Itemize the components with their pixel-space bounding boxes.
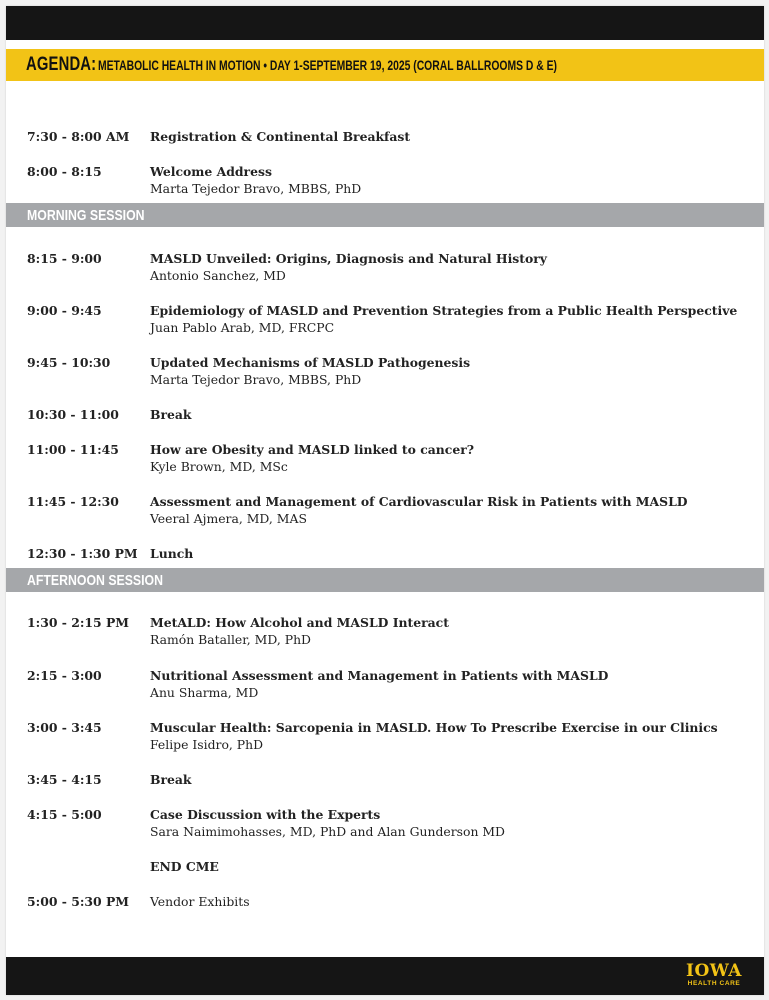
agenda-title: Break bbox=[150, 772, 192, 787]
session-label: AFTERNOON SESSION bbox=[27, 571, 164, 589]
agenda-page bbox=[6, 6, 764, 995]
agenda-title: Case Discussion with the Experts bbox=[150, 807, 381, 822]
agenda-speaker: Ramón Bataller, MD, PhD bbox=[150, 632, 311, 647]
agenda-speaker: Sara Naimimohasses, MD, PhD and Alan Gunderson MD bbox=[150, 824, 505, 839]
end-cme-label: END CME bbox=[150, 859, 219, 874]
agenda-speaker: Anu Sharma, MD bbox=[150, 685, 259, 700]
agenda-time: 3:45 - 4:15 bbox=[27, 772, 102, 787]
agenda-time: 4:15 - 5:00 bbox=[27, 807, 102, 822]
logo-sub: HEALTH CARE bbox=[687, 980, 741, 987]
agenda-title: Muscular Health: Sarcopenia in MASLD. How To Prescribe Exercise in our Clinics bbox=[150, 720, 718, 735]
iowa-health-care-logo bbox=[686, 963, 742, 988]
agenda-title: MASLD Unveiled: Origins, Diagnosis and Natural History bbox=[150, 251, 547, 266]
agenda-title: Updated Mechanisms of MASLD Pathogenesis bbox=[150, 355, 471, 370]
agenda-time: 5:00 - 5:30 PM bbox=[27, 894, 129, 909]
agenda-title: Welcome Address bbox=[150, 164, 272, 179]
agenda-time: 8:00 - 8:15 bbox=[27, 164, 102, 179]
agenda-title: Break bbox=[150, 407, 192, 422]
agenda-title: Nutritional Assessment and Management in Patients with MASLD bbox=[150, 668, 609, 683]
agenda-banner bbox=[6, 49, 764, 81]
agenda-title: Lunch bbox=[150, 546, 194, 561]
agenda-title: Assessment and Management of Cardiovascular Risk in Patients with MASLD bbox=[150, 494, 688, 509]
logo-main: IOWA bbox=[686, 961, 742, 981]
top-bar bbox=[6, 6, 764, 40]
afternoon-session-header bbox=[6, 568, 764, 592]
agenda-label: AGENDA: bbox=[26, 54, 97, 75]
morning-session-header bbox=[6, 203, 764, 227]
agenda-time: 11:45 - 12:30 bbox=[27, 494, 119, 509]
bottom-bar bbox=[6, 957, 764, 995]
agenda-time: 12:30 - 1:30 PM bbox=[27, 546, 138, 561]
agenda-time: 9:00 - 9:45 bbox=[27, 303, 102, 318]
agenda-title: Registration & Continental Breakfast bbox=[150, 129, 411, 144]
agenda-speaker: Marta Tejedor Bravo, MBBS, PhD bbox=[150, 181, 362, 196]
agenda-time: 2:15 - 3:00 bbox=[27, 668, 102, 683]
agenda-time: 11:00 - 11:45 bbox=[27, 442, 119, 457]
agenda-speaker: Veeral Ajmera, MD, MAS bbox=[150, 511, 307, 526]
agenda-speaker: Antonio Sanchez, MD bbox=[150, 268, 286, 283]
session-label: MORNING SESSION bbox=[27, 206, 145, 224]
agenda-speaker: Marta Tejedor Bravo, MBBS, PhD bbox=[150, 372, 362, 387]
agenda-time: 7:30 - 8:00 AM bbox=[27, 129, 130, 144]
agenda-time: 3:00 - 3:45 bbox=[27, 720, 102, 735]
agenda-title: MetALD: How Alcohol and MASLD Interact bbox=[150, 615, 449, 630]
agenda-title: Epidemiology of MASLD and Prevention Strategies from a Public Health Perspective bbox=[150, 303, 738, 318]
agenda-time: 8:15 - 9:00 bbox=[27, 251, 102, 266]
agenda-time: 10:30 - 11:00 bbox=[27, 407, 119, 422]
agenda-time: 9:45 - 10:30 bbox=[27, 355, 111, 370]
agenda-title: How are Obesity and MASLD linked to cancer? bbox=[150, 442, 474, 457]
event-title: METABOLIC HEALTH IN MOTION • DAY 1-SEPTEMBER 19, 2025 (CORAL BALLROOMS D & E) bbox=[98, 57, 558, 73]
agenda-speaker: Juan Pablo Arab, MD, FRCPC bbox=[150, 320, 335, 335]
agenda-speaker: Felipe Isidro, PhD bbox=[150, 737, 264, 752]
agenda-time: 1:30 - 2:15 PM bbox=[27, 615, 129, 630]
agenda-title: Vendor Exhibits bbox=[150, 894, 250, 909]
agenda-speaker: Kyle Brown, MD, MSc bbox=[150, 459, 288, 474]
